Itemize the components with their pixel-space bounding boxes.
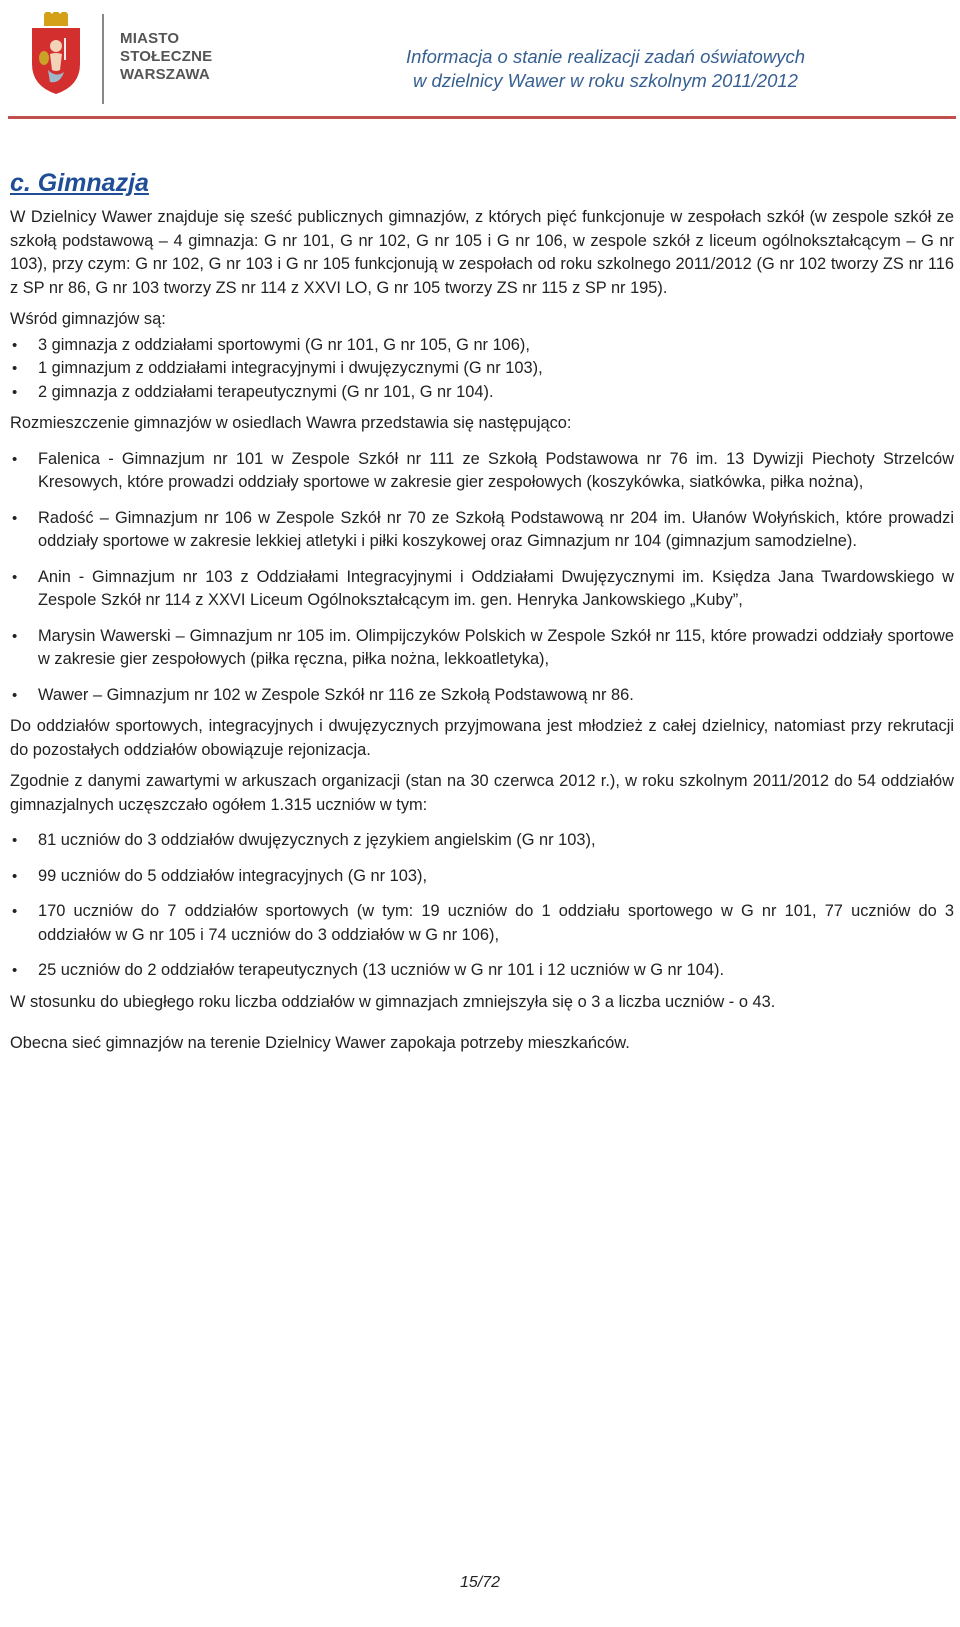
intro-paragraph: W Dzielnicy Wawer znajduje się sześć publicznych gimnazjów, z których pięć funkcjonuje w zespołach szkół (w zespole szkół ze szkołą podstawową – 4 gimnazja: G nr 101, G nr 102, G nr 105 i G nr 106, w zespole szkół z liceum ogólnokształcącym – G nr 103), przy czym: G nr 102, G nr 103 i G nr 105 funkcjonują w zespołach od roku szkolnego 2011/2012 (G nr 102 tworzy ZS nr 116 z SP nr 86, G nr 103 tworzy ZS nr 114 z XXVI LO, G nr 105 tworzy ZS nr 115 z SP nr 195). [10,208,954,297]
list-item: • 2 gimnazja z oddziałami terapeutycznymi (G nr 101, G nr 104). [10,381,954,405]
section-title: c. Gimnazja [10,169,149,197]
logo-wordmark [120,30,212,84]
distribution-list [10,448,954,708]
header-rule [8,116,956,119]
logo-line: MIASTO [120,30,180,47]
conclusion-paragraph: Obecna sieć gimnazjów na terenie Dzielnicy Wawer zapokaja potrzeby mieszkańców. [10,1034,630,1052]
comparison-paragraph: W stosunku do ubiegłego roku liczba oddziałów w gimnazjach zmniejszyła się o 3 a liczba uczniów - o 43. [10,992,776,1011]
page-content [10,168,954,1064]
document-title-line1: Informacja o stanie realizacji zadań oświatowych [406,46,805,67]
list-item: • 99 uczniów do 5 oddziałów integracyjnych (G nr 103), [10,865,954,889]
document-title-line2: w dzielnicy Wawer w roku szkolnym 2011/2012 [413,70,798,91]
among-label: Wśród gimnazjów są: [10,310,166,328]
list-item: • Wawer – Gimnazjum nr 102 w Zespole Szkół nr 116 ze Szkołą Podstawową nr 86. [10,684,954,708]
list-item: • Marysin Wawerski – Gimnazjum nr 105 im. Olimpijczyków Polskich w Zespole Szkół nr 115, które prowadzi oddziały sportowe w zakresie gier zespołowych (piłka ręczna, piłka nożna, lekkoatletyka), [10,625,954,672]
document-title [406,45,805,93]
logo-separator [102,14,104,104]
list-item: • 25 uczniów do 2 oddziałów terapeutycznych (13 uczniów w G nr 101 i 12 uczniów w G nr 104). [10,959,954,983]
list-item: • Radość – Gimnazjum nr 106 w Zespole Szkół nr 70 ze Szkołą Podstawową nr 204 im. Ułanów Wołyńskich, które prowadzi oddziały sportowe w zakresie lekkiej atletyki i piłki koszykowej oraz Gimnazjum nr 104 (gimnazjum samodzielne). [10,507,954,554]
page-number: 15/72 [459,1574,501,1591]
stats-intro: Zgodnie z danymi zawartymi w arkuszach organizacji (stan na 30 czerwca 2012 r.), w roku szkolnym 2011/2012 do 54 oddziałów gimnazjalnych uczęszczało ogółem 1.315 uczniów w tym: [10,772,954,814]
list-item: • Falenica - Gimnazjum nr 101 w Zespole Szkół nr 111 ze Szkołą Podstawowa nr 76 im. 13 Dywizji Piechoty Strzelców Kresowych, które prowadzi oddziały sportowe w zakresie gier zespołowych (koszykówka, siatkówka, piłka nożna), [10,448,954,495]
distribution-label: Rozmieszczenie gimnazjów w osiedlach Wawra przedstawia się następująco: [10,414,572,432]
among-list [10,334,954,405]
stats-list [10,829,954,983]
warsaw-crest-icon [28,12,84,96]
logo-line: STOŁECZNE [120,48,213,65]
list-item: • 1 gimnazjum z oddziałami integracyjnymi i dwujęzycznymi (G nr 103), [10,357,954,381]
admission-paragraph: Do oddziałów sportowych, integracyjnych i dwujęzycznych przyjmowana jest młodzież z całej dzielnicy, natomiast przy rekrutacji do pozostałych oddziałów obowiązuje rejonizacja. [10,717,954,759]
page-header [0,0,960,126]
list-item: • 3 gimnazja z oddziałami sportowymi (G nr 101, G nr 105, G nr 106), [10,334,954,358]
list-item: • Anin - Gimnazjum nr 103 z Oddziałami Integracyjnymi i Oddziałami Dwujęzycznymi im. Księdza Jana Twardowskiego w Zespole Szkół nr 114 z XXVI Liceum Ogólnokształcącym im. gen. Henryka Jankowskiego „Kuby”, [10,566,954,613]
logo-line: WARSZAWA [120,66,210,83]
list-item: • 81 uczniów do 3 oddziałów dwujęzycznych z językiem angielskim (G nr 103), [10,829,954,853]
list-item: • 170 uczniów do 7 oddziałów sportowych (w tym: 19 uczniów do 1 oddziału sportowego w G nr 101, 77 uczniów do 3 oddziałów w G nr 105 i 74 uczniów do 3 oddziałów w G nr 106), [10,900,954,947]
